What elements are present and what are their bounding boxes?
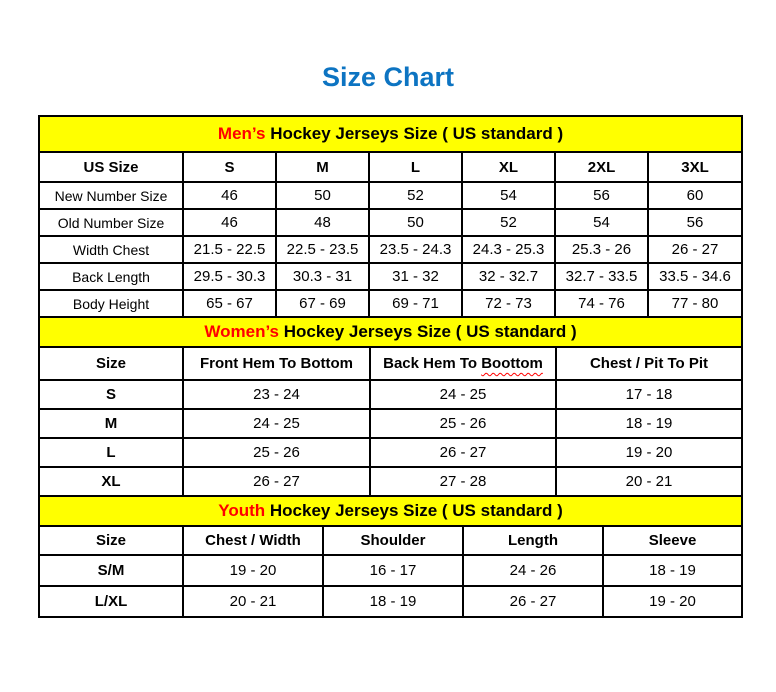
size-cell: 77 - 80 [648, 290, 742, 317]
column-header: Chest / Width [183, 526, 323, 555]
size-cell: 23.5 - 24.3 [369, 236, 462, 263]
column-header-prefix: Back Hem To [383, 355, 482, 372]
size-cell: 17 - 18 [556, 380, 742, 409]
size-cell: 19 - 20 [556, 438, 742, 467]
column-header: US Size [39, 152, 183, 182]
youth-header-row [39, 526, 742, 555]
size-cell: 32 - 32.7 [462, 263, 555, 290]
row-label: L/XL [39, 586, 183, 617]
row-label: Body Height [39, 290, 183, 317]
size-cell: 29.5 - 30.3 [183, 263, 276, 290]
size-cell: 69 - 71 [369, 290, 462, 317]
size-cell: 20 - 21 [183, 586, 323, 617]
table-row [39, 380, 742, 409]
row-label: S/M [39, 555, 183, 586]
size-cell: 46 [183, 209, 276, 236]
column-header: Chest / Pit To Pit [556, 347, 742, 380]
size-cell: 56 [648, 209, 742, 236]
table-row [39, 263, 742, 290]
size-cell: 24 - 25 [370, 380, 556, 409]
youth-section-band [39, 496, 742, 526]
size-cell: 19 - 20 [603, 586, 742, 617]
size-cell: 54 [555, 209, 648, 236]
size-cell: 26 - 27 [370, 438, 556, 467]
size-cell: 18 - 19 [603, 555, 742, 586]
youth-band-text: Hockey Jerseys Size ( US standard ) [265, 501, 563, 520]
column-header: Sleeve [603, 526, 742, 555]
size-cell: 31 - 32 [369, 263, 462, 290]
size-cell: 33.5 - 34.6 [648, 263, 742, 290]
size-cell: 22.5 - 23.5 [276, 236, 369, 263]
youth-band-highlight: Youth [218, 501, 266, 520]
table-row [39, 182, 742, 209]
size-cell: 56 [555, 182, 648, 209]
size-cell: 24.3 - 25.3 [462, 236, 555, 263]
row-label: New Number Size [39, 182, 183, 209]
column-header: Shoulder [323, 526, 463, 555]
size-cell: 26 - 27 [183, 467, 370, 496]
table-row [39, 438, 742, 467]
mens-band-text: Hockey Jerseys Size ( US standard ) [265, 124, 564, 143]
table-row [39, 209, 742, 236]
womens-size-table [38, 316, 743, 497]
size-cell: 18 - 19 [323, 586, 463, 617]
column-header: XL [462, 152, 555, 182]
column-header: L [369, 152, 462, 182]
size-cell: 30.3 - 31 [276, 263, 369, 290]
column-header-misspelled [370, 347, 556, 380]
mens-band-cell [39, 116, 742, 152]
table-row [39, 555, 742, 586]
size-cell: 65 - 67 [183, 290, 276, 317]
size-cell: 50 [369, 209, 462, 236]
womens-band-cell [39, 317, 742, 347]
size-cell: 52 [462, 209, 555, 236]
row-label: S [39, 380, 183, 409]
size-cell: 25 - 26 [183, 438, 370, 467]
size-cell: 18 - 19 [556, 409, 742, 438]
size-cell: 67 - 69 [276, 290, 369, 317]
size-cell: 19 - 20 [183, 555, 323, 586]
misspelled-word-squiggle: Boottom [481, 355, 543, 372]
row-label: Old Number Size [39, 209, 183, 236]
size-cell: 26 - 27 [648, 236, 742, 263]
row-label: M [39, 409, 183, 438]
mens-band-highlight: Men’s [217, 124, 266, 143]
size-cell: 46 [183, 182, 276, 209]
column-header: Front Hem To Bottom [183, 347, 370, 380]
row-label: L [39, 438, 183, 467]
size-cell: 26 - 27 [463, 586, 603, 617]
column-header: S [183, 152, 276, 182]
youth-band-cell [39, 496, 742, 526]
size-cell: 74 - 76 [555, 290, 648, 317]
row-label: Width Chest [39, 236, 183, 263]
table-row [39, 409, 742, 438]
size-cell: 24 - 26 [463, 555, 603, 586]
size-cell: 25.3 - 26 [555, 236, 648, 263]
size-cell: 27 - 28 [370, 467, 556, 496]
table-row [39, 467, 742, 496]
size-cell: 21.5 - 22.5 [183, 236, 276, 263]
row-label: XL [39, 467, 183, 496]
size-cell: 24 - 25 [183, 409, 370, 438]
size-cell: 23 - 24 [183, 380, 370, 409]
size-cell: 52 [369, 182, 462, 209]
womens-band-text: Hockey Jerseys Size ( US standard ) [279, 322, 577, 341]
mens-section-band [39, 116, 742, 152]
womens-band-highlight: Women’s [204, 322, 279, 341]
womens-header-row [39, 347, 742, 380]
size-cell: 20 - 21 [556, 467, 742, 496]
size-cell: 50 [276, 182, 369, 209]
mens-size-table [38, 115, 743, 318]
column-header: 3XL [648, 152, 742, 182]
size-cell: 60 [648, 182, 742, 209]
womens-section-band [39, 317, 742, 347]
mens-header-row [39, 152, 742, 182]
size-cell: 72 - 73 [462, 290, 555, 317]
column-header: Length [463, 526, 603, 555]
size-cell: 25 - 26 [370, 409, 556, 438]
size-cell: 16 - 17 [323, 555, 463, 586]
table-row [39, 236, 742, 263]
column-header: 2XL [555, 152, 648, 182]
page-title: Size Chart [321, 62, 455, 92]
row-label: Back Length [39, 263, 183, 290]
column-header: Size [39, 526, 183, 555]
table-row [39, 290, 742, 317]
size-cell: 54 [462, 182, 555, 209]
size-cell: 48 [276, 209, 369, 236]
size-cell: 32.7 - 33.5 [555, 263, 648, 290]
column-header: Size [39, 347, 183, 380]
youth-size-table [38, 495, 743, 618]
column-header: M [276, 152, 369, 182]
table-row [39, 586, 742, 617]
